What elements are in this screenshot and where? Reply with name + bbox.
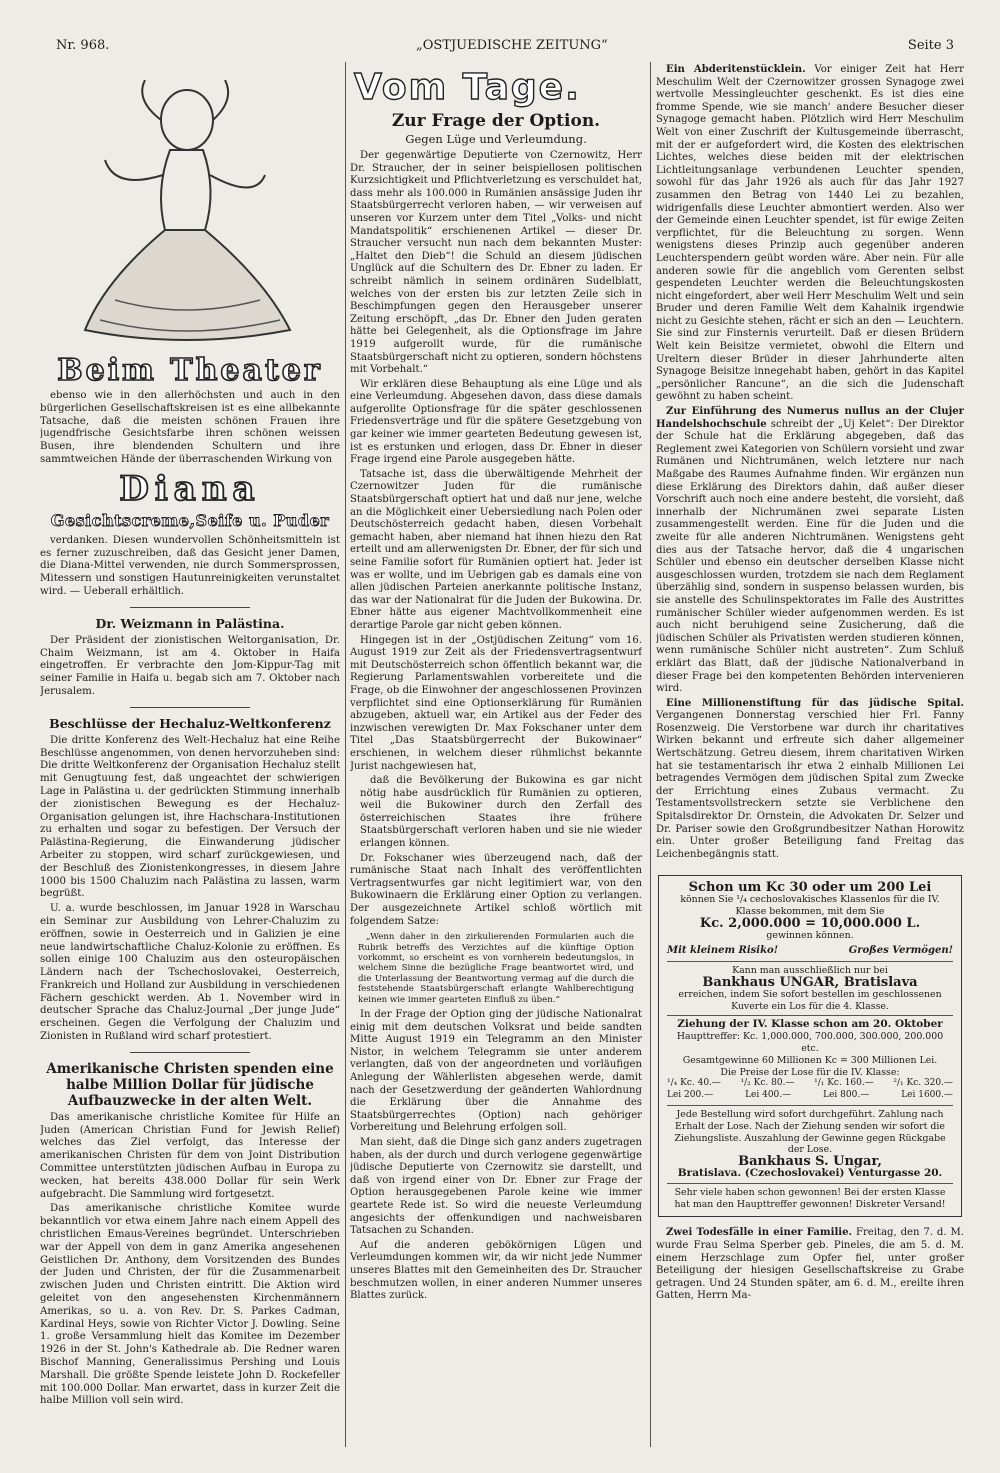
article-lead: Eine Millionenstiftung für das jüdische Spital. <box>666 697 964 709</box>
article-paragraph: Wir erklären diese Behauptung als eine Lüge und als eine Verleumdung. Abgesehen davon, dass diese damals aufgerollte Optionsfrage für die später geschlossenen Friedensverträge und für die spätere Gesetzgebung von gar keiner wie immer gearteten Bedeutung gewesen ist, ist es erstunken und erlogen, dass Dr. Ebner in dieser Frage irgend eine Parole ausgegeben hätte. <box>350 378 642 466</box>
price-cell: Lei 400.— <box>745 1090 792 1101</box>
ad-slogan-right: Großes Vermögen! <box>848 945 953 957</box>
newspaper-title: „OSTJUEDISCHE ZEITUNG“ <box>416 38 608 53</box>
article-paragraph: Dr. Fokschaner wies überzeugend nach, daß der rumänische Staat nach Inhalt des veröffentlichten Vertragsentwurfes gar nicht legitimiert war, von den Bukowinaern die Erklärung einer Option zu verlangen. Der ausgezeichnete Artikel schloß wörtlich mit folgendem Satze: <box>350 852 642 927</box>
column-middle <box>350 64 642 1444</box>
ad-line: Haupttreffer: Kc. 1,000.000, 700.000, 300.000, 200.000 etc. <box>676 1031 944 1054</box>
ad-slogan-left: Mit kleinem Risiko! <box>667 945 779 957</box>
article-paragraph: Man sieht, daß die Dinge sich ganz anders zugetragen haben, als der durch und durch verlogene gegenwärtige jüdische Deputierte von Czernowitz sie darstellt, und daß von irgend einer von Dr. Ebner zur Frage der Option herausgegebenen Parole keine wie immer geartete Rede ist. So wird die neueste Verleumdung angesichts der offenkundigen und nachweisbaren Tatsachen zu Schanden. <box>350 1137 642 1237</box>
article-paragraph: Das amerikanische christliche Komitee wurde bekanntlich vor etwa einem Jahre nach einem Appell des christlichen Emaus-Vereines begründet. Unterschrieben war der Appell von dem in ganz Amerika angesehenen Geistlichen Dr. Anthony, dem Vorsitzenden des Bundes der Juden und Christen, der für die Zusammenarbeit zwischen Juden und Christen eintritt. Die Aktion wird geleitet von den angesehensten Kirchenmännern Amerikas, so u. a. von Rev. Dr. S. Parkes Cadman, Kardinal Heys, sowie von Richter Victor J. Dowling. Seine 1. große Versammlung hielt das Komitee im Dezember 1926 in der St. John's Kathedrale ab. Die Redner waren Bischof Manning, Generalissimus Pershing und Louis Marshall. Die größte Spende leistete John D. Rockefeller mit 100.000 Dollar. Man erwartet, dass in kurzer Zeit die halbe Million voll sein wird. <box>40 1203 340 1407</box>
page-header <box>56 38 954 58</box>
divider <box>667 1105 953 1106</box>
ad-headline: Beim Theater <box>57 353 323 388</box>
ad-brand: Diana <box>119 468 261 509</box>
divider <box>130 707 250 708</box>
price-row-kc <box>667 1078 953 1090</box>
ad-line: gewinnen können. <box>766 929 854 941</box>
article-paragraph: daß die Bevölkerung der Bukowina es gar nicht nötig habe ausdrücklich für Rumänien zu optieren, weil die Bukowiner durch den Zerfall des österreichischen Staates ihre frühere Staatsbürgerschaft verloren haben und sie nie wieder erlangen können. <box>360 775 642 850</box>
rubric-title: Vom Tage. <box>354 67 581 108</box>
ad-products: Gesichtscreme,Seife u. Puder <box>50 510 330 530</box>
ad-line: erreichen, indem Sie sofort bestellen im geschlossenen Kuverte ein Los für die 4. Klasse. <box>678 988 942 1012</box>
ad-line: können Sie ¹/₄ cechoslovakisches Klassenlos für die IV. Klasse bekommen, mit dem Sie <box>680 894 940 917</box>
article-paragraph <box>656 406 964 696</box>
price-cell: Lei 200.— <box>667 1090 714 1101</box>
article-lead: Zwei Todesfälle in einer Familie. <box>666 1227 853 1239</box>
ad-line: Schon um Kc 30 oder um 200 Lei <box>688 880 932 896</box>
article-text: Vergangenen Donnerstag verschied hier Frl. Fanny Rosenzweig. Die Verstorbene war durch ihr charitatives Wirken bekannt und erfreute sich daher allgemeiner Wertschätzung. Getreu diesem, ihrem charitativen Wirken hat sie testamentarisch ihr etwa 2 einhalb Millionen Lei betragendes Vermögen dem jüdischen Spital zum Zwecke der Errichtung eines Zubaus vermacht. Zu Testamentsvollstreckern setzte sie Verblichene den Spitalsdirektor Dr. Ornstein, die Advokaten Dr. Selzer und Dr. Pariser sowie den Großgrundbesitzer Nathan Horowitz ein. Unter großer Beteiligung fand Freitag das Leichenbegängnis statt. <box>656 710 964 860</box>
ad-line: Ziehung der IV. Klasse schon am 20. Oktober <box>677 1018 943 1031</box>
ad-line: Sehr viele haben schon gewonnen! Bei der ersten Klasse hat man den Haupttreffer gewonnen! Diskreter Versand! <box>674 1186 946 1210</box>
article-text: Vor einiger Zeit hat Herr Meschulim Welt der Czernowitzer grossen Synagoge zwei wertvolle Messingleuchter geschenkt. Es ist dies eine fromme Spende, wie sie manch' andere Besucher dieser Synagoge gemacht haben. Plötzlich wird Herr Meschulim Welt von einer Zuschrift der Kultusgemeinde überrascht, mit der er aufgefordert wird, die Kosten des elektrischen Lichtes, welches diese beiden mit der elektrischen Lichtleitungsanlage verbundenen Leuchter spenden, sowohl für das Jahr 1926 als auch für das Jahr 1927 zusammen den Betrag von 1440 Lei zu bezahlen, widrigenfalls diese Leuchter abmontiert werden. Also wer der Gemeinde einen Leuchter spendet, ist für ewige Zeiten verpflichtet, für die Beleuchtung zu sorgen. Wenn wenigstens dieses Prinzip auch gegenüber anderen Leuchterspendern geübt worden wäre. Aber nein. Für alle anderen sowie für die angeblich vom Gerenten selbst gespendeten Leuchter werden die Beleuchtungskosten nicht eingefordert, aber weil Herr Meschulim Welt und sein Bruder und deren Familie Welt dem Kahalnik irgendwie nicht zu Gesichte stehen, rächt er sich an den — Leuchtern. Sie sind zur Finsternis verurteilt. Daß er diesen Brüdern Welt kein Beisitze vermietet, obwohl die Eltern und Ureltern dieser Brüder in dieser Jahrhunderte alten Synagoge Beisitze innegehabt haben, gehört in das Kapitel „persönlicher Rancune“, an die sich die Judenschaft gewöhnt zu haben scheint. <box>656 64 964 403</box>
article-text: Freitag, den 7. d. M. wurde Frau Selma Sperber geb. Pineles, die am 5. d. M. einem Herzschlage zum Opfer fiel, unter großer Beteiligung der hiesigen Gesellschaftskreise zu Grabe getragen. Und 24 Stunden später, am 6. d. M., ereilte ihren Gatten, Herrn Ma- <box>656 1227 964 1302</box>
article-paragraph: Der Präsident der zionistischen Weltorganisation, Dr. Chaim Weizmann, ist am 4. Oktober in Haifa eingetroffen. Er verbrachte den Jom-Kippur-Tag mit seiner Familie in Haifa u. begab sich am 7. Oktober nach Jerusalem. <box>40 634 340 697</box>
price-cell: ¹/₁ Kc. 160.— <box>814 1078 874 1089</box>
woman-illustration <box>75 80 305 350</box>
ad-line: Die Preise der Lose für die IV. Klasse: <box>720 1066 900 1078</box>
price-cell: ¹/₄ Kc. 40.— <box>667 1078 721 1089</box>
page-number: Seite 3 <box>907 38 954 53</box>
column-rule <box>345 62 346 1447</box>
price-cell: Lei 1600.— <box>901 1090 953 1101</box>
article-paragraph: Der gegenwärtige Deputierte von Czernowitz, Herr Dr. Straucher, der in seiner beispiellosen politischen Kurzsichtigkeit und Pflichtverletzung es verschuldet hat, dass mehr als 100.000 in Rumänien ansässige Juden ihr Staatsbürgerrecht verloren haben, — wir verweisen auf unseren vor Kurzem unter dem Titel „Volks- und nicht Mandatspolitik“ erschienenen Artikel — dieser Dr. Straucher versucht nun nach dem bekannten Muster: „Haltet den Dieb“! die Schuld an diesem jüdischen Unglück auf die Schultern des Dr. Ebner zu laden. Er schreibt nämlich in seinem ordinären Sudelblatt, welches von der ersten bis zur letzten Zeile sich in Beschimpfungen gegen den Herausgeber unserer Zeitung erschöpft, „das Dr. Ebner den Juden geraten hätte bei Gelegenheit, als die Optionsfrage im Jahre 1919 aufgerollt wurde, für die rumänische Staatsbürgerschaft nicht zu optieren, sondern höchstens mit Vorbehalt.“ <box>350 150 642 376</box>
article-subtitle: Gegen Lüge und Verleumdung. <box>405 132 587 146</box>
price-cell: Lei 800.— <box>823 1090 870 1101</box>
divider <box>130 607 250 608</box>
lottery-ad <box>658 875 962 1217</box>
ad-paragraph: verdanken. Diesen wundervollen Schönheitsmitteln ist es ferner zuzuschreiben, daß das Gesicht jener Damen, die Diana-Mittel verwenden, nie durch Sommersprossen, Mitessern und sonstigen Hautunreinigkeiten verunstaltet wird. — Ueberall erhältlich. <box>40 534 340 597</box>
price-row-lei <box>667 1090 953 1102</box>
divider <box>667 961 953 962</box>
price-cell: ¹/₂ Kc. 80.— <box>740 1078 795 1089</box>
ad-slogans <box>667 945 953 957</box>
ad-line: Jede Bestellung wird sofort durchgeführt. Zahlung nach Erhalt der Lose. Nach der Ziehung senden wir sofort die Ziehungsliste. Auszahlung der Gewinne gegen Rückgabe der Lose. <box>674 1108 946 1156</box>
column-left <box>40 64 340 1444</box>
divider <box>667 1015 953 1016</box>
article-paragraph <box>656 698 964 862</box>
article-paragraph: Auf die anderen gebökörnigen Lügen und Verleumdungen kommen wir, da wir nicht jede Nummer unseres Blattes mit den Gemeinheiten des Dr. Straucher beschmutzen wollen, in einer anderen Nummer unseres Blattes zurück. <box>350 1239 642 1302</box>
article-lead: Ein Abderitenstücklein. <box>666 64 806 75</box>
article-title: Beschlüsse der Hechaluz-Weltkonferenz <box>49 715 331 731</box>
article-paragraph: Die dritte Konferenz des Welt-Hechaluz hat eine Reihe Beschlüsse angenommen, von denen hervorzuheben sind: Die dritte Weltkonferenz der Organisation Hechaluz stellt mit Genugtuung fest, daß ungeachtet der schwierigen Lage in Palästina u. der gedrückten Stimmung innerhalb der zionistischen Bewegung es der Hechaluz-Organisation gelungen ist, ihre Hachschara-Institutionen zu erhalten und sogar zu befestigen. Der Versuch der Palästina-Regierung, die Einwanderung jüdischer Arbeiter zu stoppen, wird scharf zurückgewiesen, und der Beschluß des Zionistenkongresses, in diesem Jahre 1000 bis 1500 Chaluzim nach Palästina zu lassen, warm begrüßt. <box>40 734 340 900</box>
issue-number: Nr. 968. <box>56 38 110 53</box>
article-paragraph: In der Frage der Option ging der jüdische Nationalrat einig mit dem deutschen Volksrat und beide sandten Mitte August 1919 ein Telegramm an den Minister Nistor, in welchem Telegramm sie unter anderem verlangten, daß von der angeordneten und vorläufigen Anlegung der Wählerlisten abgesehen werde, damit nach der Gesetzwerdung der geänderten Wahlordnung die Erklärung über die Annahme des Staatsbürgerrechtes (Option) nach gehöriger Vorbereitung und Belehrung erfolgen soll. <box>350 1009 642 1134</box>
quote-text: „Wenn daher in den zirkulierenden Formularien auch die Rubrik betreffs des Verzichtes auf die künftige Option vorkommt, so erscheint es von vornherein bedeutungslos, in welchem Sinne die bezügliche Frage beantwortet wird, und die Unterlassung der Beantwortung vermag auf die durch die feststehende Staatsbürgerschaft erlangte Wahlberechtigung keinen wie immer gearteten Einfluß zu üben.“ <box>358 932 634 1005</box>
article-paragraph <box>656 1227 964 1303</box>
ad-paragraph: ebenso wie in den allerhöchsten und auch in den bürgerlichen Gesellschaftskreisen ist es eine allbekannte Tatsache, daß die meisten schönen Frauen ihre jugendfrische Gesichtsfarbe ihren schönen weissen Busen, ihre blendenden Schultern und ihre sammtweichen Hände der überraschenden Wirkung von <box>40 390 340 465</box>
article-title: Zur Frage der Option. <box>391 111 601 131</box>
column-rule <box>650 62 651 1447</box>
ad-bank-name: Bankhaus S. Ungar, <box>738 1154 882 1170</box>
divider <box>667 1183 953 1184</box>
ad-line: Kc. 2,000.000 = 10,000.000 L. <box>699 915 921 931</box>
ad-bank-name: Bankhaus UNGAR, Bratislava <box>702 974 918 990</box>
article-lead: Zur Einführung des Numerus nullus an der Clujer Handelshochschule <box>656 406 964 430</box>
column-right <box>656 64 964 1444</box>
price-cell: ²/₁ Kc. 320.— <box>893 1078 953 1089</box>
ad-line: Gesamtgewinne 60 Millionen Kc = 300 Millionen Lei. <box>682 1054 938 1066</box>
article-paragraph <box>656 64 964 404</box>
ad-line: Kann man ausschließlich nur bei <box>732 965 888 977</box>
divider <box>130 1052 250 1053</box>
article-title: Amerikanische Christen spenden eine halbe Million Dollar für jüdische Aufbauzwecke in der alten Welt. <box>46 1060 334 1109</box>
article-paragraph: Das amerikanische christliche Komitee für Hilfe an Juden (American Christian Fund for Jewish Relief) welches das Ziel verfolgt, das Interesse der amerikanischen Christen für dem von Joint Distribution Committee unterstützten jüdischen Aufbau in Europa zu wecken, hat bereits 438.000 Dollar für sein Werk aufgebracht. Die Sammlung wird fortgesetzt. <box>40 1111 340 1200</box>
article-title: Dr. Weizmann in Palästina. <box>95 615 285 631</box>
ad-line: Bratislava. (Czechoslovakei) Venturgasse 20. <box>677 1166 943 1179</box>
article-paragraph: Tatsache ist, dass die überwältigende Mehrheit der Czernowitzer Juden für die rumänische Staatsbürgerschaft optiert hat und daß nur jene, welche an die Möglichkeit einer Uebersiedlung nach Polen oder Deutschösterreich gedacht haben, diesen Vorbehalt gemacht haben, aber niemand hat ihnen hiezu den Rat erteilt und am allerwenigsten Dr. Ebner, der für sich und seine Familie sofort für Rumänien optiert hat. Jeder ist was er wollte, und im Uebrigen gab es damals eine von allen jüdischen Parteien anerkannte politische Instanz, das war der Nationalrat für die Juden der Bukowina. Dr. Ebner hätte aus eigener Machtvollkommenheit eine derartige Parole gar nicht geben können. <box>350 468 642 631</box>
article-text: schreibt der „Uj Kelet“: Der Direktor der Schule hat die Erklärung abgegeben, daß das Reglement zwei Kategorien von Schülern vorsieht und zwar Rumänen und Nichtrumänen, welch letztere nur nach Maßgabe des Raumes Aufnahme finden. Wir ergänzen nun diese Erklärung des Direktors dahin, daß außer dieser Vorschrift auch noch eine andere besteht, die vorsieht, daß innerhalb der Nichrumänen zwei separate Listen zusammengestellt werden. Eine für die Juden und die zweite für alle anderen Nichtrumänen. Wenigstens geht dies aus der Tatsache hervor, daß die 4 ungarischen Schüler und ebenso ein deutscher derselben Klasse nicht ausgeschlossen wurden, trotzdem sie nach dem Reglament überzählig sind, sondern in suspenso belassen wurden, bis sie anstelle des Schulinspektorates im Falle des Austrittes rumänischer Schüler wieder aufgenommen werden. Es ist auch nicht beruhigend seine Zusicherung, daß die jüdischen Schüler als Privatisten werden studieren können, wenn rumänische Schüler nicht austreten“. Zum Schluß erklärt das Blatt, daß der jüdische Nationalverband in dieser Frage bei den kompetenten Behörden intervenieren wird. <box>656 418 964 695</box>
article-paragraph: U. a. wurde beschlossen, im Januar 1928 in Warschau ein Seminar zur Ausbildung von Lehrer-Chaluzim zu eröffnen, sowie in Oesterreich und in Galizien je eine neue landwirtschaftliche Chaluz-Kolonie zu eröffnen. Es sollen einige 100 Chaluzim aus den osteuropäischen Ländern nach der Tschechoslovakei, Oesterreich, Frankreich und Holland zur Ausbildung in verschiedenen Fächern geschickt werden. Ab 1. November wird in deutscher Sprache das Chaluz-Journal „Der junge Jude“ erscheinen. Gegen die Verfolgung der Chaluzim und Zionisten in Rußland wird scharf protestiert. <box>40 903 340 1043</box>
quotation <box>350 932 642 1005</box>
article-paragraph: Hingegen ist in der „Ostjüdischen Zeitung“ vom 16. August 1919 zur Zeit als der Friedensvertragsentwurf mit Deutschösterreich schon öffentlich bekannt war, die Regierung Parlamentswahlen vorbereitete und die Frage, ob die Einwohner der angeschlossenen Provinzen verpflichtet sind eine Optionserklärung für Rumänien abzugeben, aktuell war, ein Artikel aus der Feder des inzwischen verewigten Dr. Max Fokschaner unter dem Titel „Das Staatsbürgerrecht der Bukowinaer“ erschienen, in welchem dieser rühmlichst bekannte Jurist nachgewiesen hat, <box>350 634 642 772</box>
